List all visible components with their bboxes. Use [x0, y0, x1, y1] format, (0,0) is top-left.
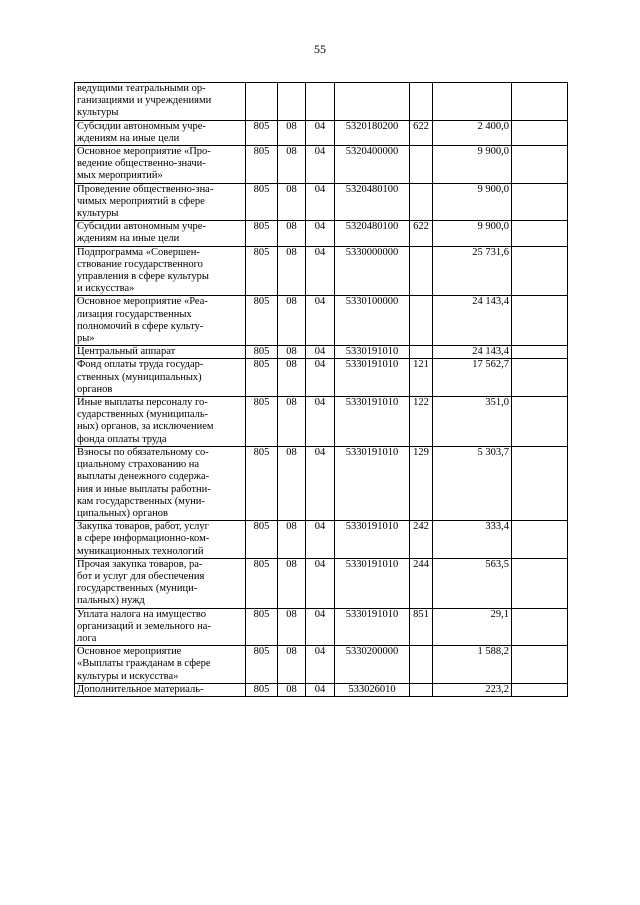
cell-name-line: Дополнительное материаль- — [77, 683, 204, 695]
cell-name-line: Взносы по обязательному со- — [77, 446, 209, 458]
cell-target-article — [335, 83, 410, 121]
cell-name-line: ственных (муниципальных) — [77, 371, 202, 383]
cell-subsection: 04 — [306, 558, 335, 608]
cell-empty — [512, 446, 568, 520]
cell-name-line: ждениям на иные цели — [77, 233, 180, 245]
cell-expense-type — [410, 83, 433, 121]
table-row — [75, 120, 568, 145]
cell-subsection: 04 — [306, 221, 335, 246]
cell-name-line: культуры и искусства» — [77, 670, 179, 682]
cell-section: 08 — [278, 558, 306, 608]
cell-ved: 805 — [246, 221, 278, 246]
cell-empty — [512, 558, 568, 608]
cell-empty — [512, 397, 568, 447]
cell-empty — [512, 359, 568, 397]
cell-name-line: ведущими театральными ор- — [77, 83, 206, 94]
budget-table-body — [75, 83, 568, 697]
table-row — [75, 183, 568, 221]
cell-expense-type: 851 — [410, 608, 433, 646]
cell-name-line: Субсидии автономным учре- — [77, 120, 206, 132]
cell-empty — [512, 183, 568, 221]
cell-section: 08 — [278, 146, 306, 184]
cell-name-line: Уплата налога на имущество — [77, 608, 207, 620]
cell-name-line: Центральный аппарат — [77, 346, 176, 358]
table-row — [75, 221, 568, 246]
cell-section: 08 — [278, 446, 306, 520]
cell-amount: 24 143,4 — [433, 296, 512, 346]
cell-ved: 805 — [246, 183, 278, 221]
cell-name — [75, 558, 246, 608]
cell-amount: 2 400,0 — [433, 120, 512, 145]
cell-ved: 805 — [246, 246, 278, 296]
cell-subsection: 04 — [306, 183, 335, 221]
cell-name-line: сударственных (муниципаль- — [77, 409, 209, 421]
cell-name-line: лизация государственных — [77, 308, 192, 320]
cell-section: 08 — [278, 646, 306, 684]
cell-name-line: Закупка товаров, работ, услуг — [77, 521, 209, 533]
cell-section: 08 — [278, 359, 306, 397]
cell-empty — [512, 296, 568, 346]
cell-empty — [512, 146, 568, 184]
cell-name-line: организаций и земельного на- — [77, 620, 211, 632]
table-row — [75, 296, 568, 346]
cell-amount — [433, 83, 512, 121]
cell-name-line: Основное мероприятие «Про- — [77, 146, 211, 158]
cell-subsection: 04 — [306, 608, 335, 646]
cell-target-article: 5330191010 — [335, 346, 410, 359]
cell-ved: 805 — [246, 359, 278, 397]
cell-name-line: Подпрограмма «Совершен- — [77, 246, 200, 258]
cell-name-line: Основное мероприятие «Реа- — [77, 296, 208, 308]
cell-section: 08 — [278, 296, 306, 346]
cell-subsection: 04 — [306, 397, 335, 447]
cell-section — [278, 83, 306, 121]
cell-name — [75, 446, 246, 520]
cell-ved: 805 — [246, 346, 278, 359]
cell-subsection: 04 — [306, 346, 335, 359]
cell-ved: 805 — [246, 446, 278, 520]
cell-expense-type — [410, 246, 433, 296]
budget-table — [74, 82, 568, 697]
cell-name-line: Субсидии автономным учре- — [77, 221, 206, 233]
cell-name-line: фонда оплаты труда — [77, 433, 167, 445]
cell-amount: 17 562,7 — [433, 359, 512, 397]
cell-empty — [512, 120, 568, 145]
cell-name — [75, 146, 246, 184]
table-row — [75, 397, 568, 447]
cell-section: 08 — [278, 183, 306, 221]
cell-section: 08 — [278, 346, 306, 359]
cell-name-line: ния и иные выплаты работни- — [77, 483, 211, 495]
cell-name-line: лога — [77, 632, 97, 644]
cell-name-line: бот и услуг для обеспечения — [77, 570, 205, 582]
cell-subsection: 04 — [306, 120, 335, 145]
cell-amount: 29,1 — [433, 608, 512, 646]
cell-section: 08 — [278, 683, 306, 696]
cell-expense-type — [410, 296, 433, 346]
cell-name-line: Иные выплаты персоналу го- — [77, 397, 208, 409]
cell-empty — [512, 83, 568, 121]
table-row — [75, 646, 568, 684]
cell-expense-type: 129 — [410, 446, 433, 520]
cell-target-article: 5330200000 — [335, 646, 410, 684]
cell-empty — [512, 346, 568, 359]
cell-amount: 563,5 — [433, 558, 512, 608]
cell-name — [75, 183, 246, 221]
table-row — [75, 608, 568, 646]
cell-section: 08 — [278, 521, 306, 559]
cell-expense-type — [410, 646, 433, 684]
cell-name-line: циальному страхованию на — [77, 459, 200, 471]
cell-ved: 805 — [246, 521, 278, 559]
cell-target-article: 5330100000 — [335, 296, 410, 346]
cell-ved: 805 — [246, 558, 278, 608]
page-number: 55 — [314, 42, 326, 56]
cell-expense-type — [410, 146, 433, 184]
cell-ved: 805 — [246, 146, 278, 184]
cell-subsection: 04 — [306, 446, 335, 520]
cell-target-article: 5320180200 — [335, 120, 410, 145]
cell-amount: 5 303,7 — [433, 446, 512, 520]
cell-name-line: управления в сфере культуры — [77, 271, 209, 283]
cell-name — [75, 83, 246, 121]
cell-name — [75, 120, 246, 145]
cell-ved: 805 — [246, 296, 278, 346]
cell-subsection: 04 — [306, 683, 335, 696]
cell-section: 08 — [278, 608, 306, 646]
cell-target-article: 5330191010 — [335, 397, 410, 447]
cell-name-line: Проведение общественно-зна- — [77, 183, 214, 195]
cell-target-article: 5320480100 — [335, 221, 410, 246]
cell-name-line: ведение общественно-значи- — [77, 158, 206, 170]
cell-amount: 9 900,0 — [433, 221, 512, 246]
cell-name-line: чимых мероприятий в сфере — [77, 195, 205, 207]
cell-expense-type: 242 — [410, 521, 433, 559]
cell-expense-type: 122 — [410, 397, 433, 447]
cell-name-line: «Выплаты гражданам в сфере — [77, 658, 211, 670]
cell-expense-type — [410, 183, 433, 221]
cell-name-line: ствование государственного — [77, 258, 203, 270]
cell-name-line: ждениям на иные цели — [77, 132, 180, 144]
table-row — [75, 683, 568, 696]
cell-expense-type — [410, 346, 433, 359]
cell-subsection: 04 — [306, 646, 335, 684]
cell-amount: 9 900,0 — [433, 183, 512, 221]
cell-section: 08 — [278, 120, 306, 145]
cell-amount: 24 143,4 — [433, 346, 512, 359]
cell-name-line: ципальных) органов — [77, 507, 168, 519]
cell-empty — [512, 608, 568, 646]
cell-empty — [512, 683, 568, 696]
cell-name-line: в сфере информационно-ком- — [77, 533, 210, 545]
cell-ved: 805 — [246, 608, 278, 646]
table-row — [75, 359, 568, 397]
cell-name-line: и искусства» — [77, 283, 135, 295]
cell-amount: 25 731,6 — [433, 246, 512, 296]
cell-name — [75, 359, 246, 397]
cell-target-article: 5330000000 — [335, 246, 410, 296]
cell-empty — [512, 646, 568, 684]
cell-section: 08 — [278, 221, 306, 246]
cell-name-line: пальных) нужд — [77, 595, 145, 607]
cell-name-line: ры» — [77, 333, 95, 345]
cell-target-article: 5330191010 — [335, 521, 410, 559]
cell-empty — [512, 246, 568, 296]
cell-expense-type — [410, 683, 433, 696]
cell-target-article: 5330191010 — [335, 446, 410, 520]
cell-amount: 1 588,2 — [433, 646, 512, 684]
table-row — [75, 558, 568, 608]
cell-subsection — [306, 83, 335, 121]
cell-subsection: 04 — [306, 521, 335, 559]
cell-section: 08 — [278, 397, 306, 447]
cell-name — [75, 683, 246, 696]
cell-target-article: 5320480100 — [335, 183, 410, 221]
cell-ved: 805 — [246, 683, 278, 696]
cell-name-line: Прочая закупка товаров, ра- — [77, 558, 203, 570]
cell-expense-type: 622 — [410, 221, 433, 246]
cell-name-line: культуры — [77, 208, 119, 220]
cell-expense-type: 244 — [410, 558, 433, 608]
cell-target-article: 5330191010 — [335, 608, 410, 646]
cell-name-line: органов — [77, 383, 113, 395]
cell-name-line: выплаты денежного содержа- — [77, 471, 210, 483]
cell-amount: 351,0 — [433, 397, 512, 447]
table-row — [75, 346, 568, 359]
cell-expense-type: 622 — [410, 120, 433, 145]
cell-subsection: 04 — [306, 296, 335, 346]
cell-name-line: мых мероприятий» — [77, 170, 163, 182]
table-row — [75, 246, 568, 296]
cell-name-line: полномочий в сфере культу- — [77, 320, 204, 332]
cell-name-line: государственных (муници- — [77, 583, 198, 595]
cell-target-article: 5330191010 — [335, 558, 410, 608]
cell-subsection: 04 — [306, 359, 335, 397]
cell-target-article: 5330191010 — [335, 359, 410, 397]
cell-empty — [512, 221, 568, 246]
table-row — [75, 521, 568, 559]
cell-amount: 223,2 — [433, 683, 512, 696]
cell-expense-type: 121 — [410, 359, 433, 397]
cell-subsection: 04 — [306, 246, 335, 296]
cell-name-line: культуры — [77, 107, 119, 119]
cell-name — [75, 608, 246, 646]
cell-amount: 333,4 — [433, 521, 512, 559]
cell-name — [75, 221, 246, 246]
cell-ved: 805 — [246, 120, 278, 145]
cell-name — [75, 346, 246, 359]
table-row — [75, 83, 568, 121]
table-row — [75, 146, 568, 184]
cell-amount: 9 900,0 — [433, 146, 512, 184]
cell-name — [75, 397, 246, 447]
cell-target-article: 533026010 — [335, 683, 410, 696]
cell-name — [75, 521, 246, 559]
cell-target-article: 5320400000 — [335, 146, 410, 184]
cell-empty — [512, 521, 568, 559]
cell-name — [75, 246, 246, 296]
cell-name-line: ных) органов, за исключением — [77, 421, 214, 433]
table-row — [75, 446, 568, 520]
cell-name — [75, 296, 246, 346]
cell-ved: 805 — [246, 397, 278, 447]
cell-ved — [246, 83, 278, 121]
cell-name-line: Основное мероприятие — [77, 646, 182, 658]
cell-ved: 805 — [246, 646, 278, 684]
cell-name-line: Фонд оплаты труда государ- — [77, 359, 204, 371]
cell-name-line: кам государственных (муни- — [77, 495, 205, 507]
cell-name-line: ганизациями и учреждениями — [77, 95, 212, 107]
cell-subsection: 04 — [306, 146, 335, 184]
cell-name — [75, 646, 246, 684]
cell-name-line: муникационных технологий — [77, 545, 204, 557]
cell-section: 08 — [278, 246, 306, 296]
